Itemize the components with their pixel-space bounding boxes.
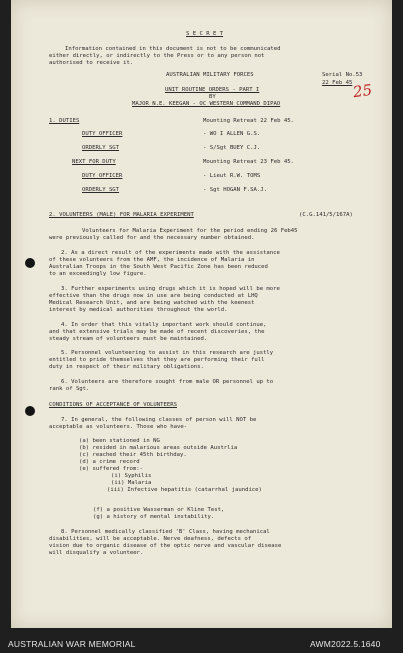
notice-line-3: authorised to receive it. xyxy=(49,60,134,66)
para3-line-2: effective than the drugs now in use are being conducted at LHQ xyxy=(49,293,258,299)
section2-heading: 2. VOLUNTEERS (MALE) FOR MALARIA EXPERIMENT xyxy=(49,212,194,218)
para3-line-3: Medical Research Unit, and are being watched with the keenest xyxy=(49,300,255,306)
para4-line-1: 4. In order that this vitally important work should continue, xyxy=(61,322,267,328)
para6-line-2: rank of Sgt. xyxy=(49,386,90,392)
para7-line-1: 7. In general, the following classes of person will NOT be xyxy=(61,417,257,423)
duties-label: 1. DUTIES xyxy=(49,118,80,124)
condition-item-e: (e) suffered from:- xyxy=(79,466,143,472)
para1-line-1: Volunteers for Malaria Experiment for the period ending 26 Feb45 xyxy=(82,228,298,234)
para4-line-3: steady stream of volunteers must be maintained. xyxy=(49,336,208,342)
by-line: MAJOR N.E. KEEGAN - OC WESTERN COMMAND DIPAO xyxy=(132,101,281,107)
punch-hole-top xyxy=(25,258,35,268)
notice-line-2: either directly, or indirectly to the Press or to any person not xyxy=(49,53,265,59)
handwritten-number: 25 xyxy=(351,80,374,102)
next-for-duty-value: Mounting Retreat 23 Feb 45. xyxy=(203,159,294,165)
punch-hole-bottom xyxy=(25,406,35,416)
para8-line-2: disabilities, will be acceptable. Nerve deafness, defects of xyxy=(49,536,252,542)
next-orderly-sgt-label: ORDERLY SGT xyxy=(82,187,120,193)
duty-officer-value: - WO I ALLEN G.S. xyxy=(203,131,261,137)
para1-line-2: were previously called for and the necessary number obtained. xyxy=(49,235,255,241)
para5-line-2: entitled to pride themselves that they are performing their full xyxy=(49,357,265,363)
condition-subitem-i: (i) Syphilis xyxy=(111,473,152,479)
next-duty-officer-label: DUTY OFFICER xyxy=(82,173,123,179)
condition-item-a: (a) been stationed in NG xyxy=(79,438,160,444)
section2-ref: (C.G.141/5/167A) xyxy=(299,212,353,218)
conditions-heading: CONDITIONS OF ACCEPTANCE OF VOLUNTEERS xyxy=(49,402,177,408)
notice-line-1: Information contained in this document is not to be communicated xyxy=(65,46,281,52)
para6-line-1: 6. Volunteers are therefore sought from male OR personnel up to xyxy=(61,379,274,385)
top-stamp: S E C R E T xyxy=(186,31,224,37)
footer-source: AUSTRALIAN WAR MEMORIAL xyxy=(8,639,136,649)
para8-line-4: will disqualify a volunteer. xyxy=(49,550,144,556)
para4-line-2: and that extensive trials may be made of recent discoveries, the xyxy=(49,329,265,335)
para3-line-1: 3. Further experiments using drugs which it is hoped will be more xyxy=(61,286,280,292)
orderly-sgt-value: - S/Sgt BUEY C.J. xyxy=(203,145,261,151)
serial-number: Serial No.53 xyxy=(322,72,363,78)
para5-line-1: 5. Personnel volunteering to assist in this research are justly xyxy=(61,350,274,356)
org-name: AUSTRALIAN MILITARY FORCES xyxy=(166,72,254,78)
order-date: 22 Feb 45 xyxy=(322,80,353,86)
orderly-sgt-label: ORDERLY SGT xyxy=(82,145,120,151)
by-word: BY xyxy=(209,94,216,100)
footer-accession: AWM2022.5.1640 xyxy=(310,639,381,649)
condition-item-c: (c) reached their 45th birthday. xyxy=(79,452,187,458)
condition-item-d: (d) a crime record xyxy=(79,459,140,465)
document-page xyxy=(11,0,392,628)
next-for-duty-label: NEXT FOR DUTY xyxy=(72,159,116,165)
condition-subitem-iii: (iii) Infective hepatitis (catarrhal jaundice) xyxy=(107,487,262,493)
duties-value: Mounting Retreat 22 Feb 45. xyxy=(203,118,294,124)
next-orderly-sgt-value: - Sgt HOGAN F.SA.J. xyxy=(203,187,267,193)
next-duty-officer-value: - Lieut R.W. TOMS xyxy=(203,173,261,179)
para8-line-1: 8. Personnel medically classified 'B' Class, having mechanical xyxy=(61,529,270,535)
para3-line-4: interest by medical authorities throughout the world. xyxy=(49,307,228,313)
para2-line-1: 2. As a direct result of the experiments made with the assistance xyxy=(61,250,280,256)
para2-line-2: of these volunteers from the AMF, the incidence of Malaria in xyxy=(49,257,255,263)
condition-item-g: (g) a history of mental instability. xyxy=(93,514,215,520)
condition-item-f: (f) a positive Wasserman or Kline Test, xyxy=(93,507,225,513)
duty-officer-label: DUTY OFFICER xyxy=(82,131,123,137)
condition-subitem-ii: (ii) Malaria xyxy=(111,480,152,486)
para5-line-3: duty in respect of their military obligations. xyxy=(49,364,204,370)
para2-line-4: to an exceedingly low figure. xyxy=(49,271,147,277)
condition-item-b: (b) resided in malarious areas outside Austrlia xyxy=(79,445,238,451)
para7-line-2: acceptable as volunteers. Those who have- xyxy=(49,424,188,430)
orders-title: UNIT ROUTINE ORDERS - PART I xyxy=(165,87,260,93)
para8-line-3: vision due to organic disease of the optic nerve and vascular disease xyxy=(49,543,282,549)
para2-line-3: Australian Troops in the South West Pacific Zone has been reduced xyxy=(49,264,268,270)
